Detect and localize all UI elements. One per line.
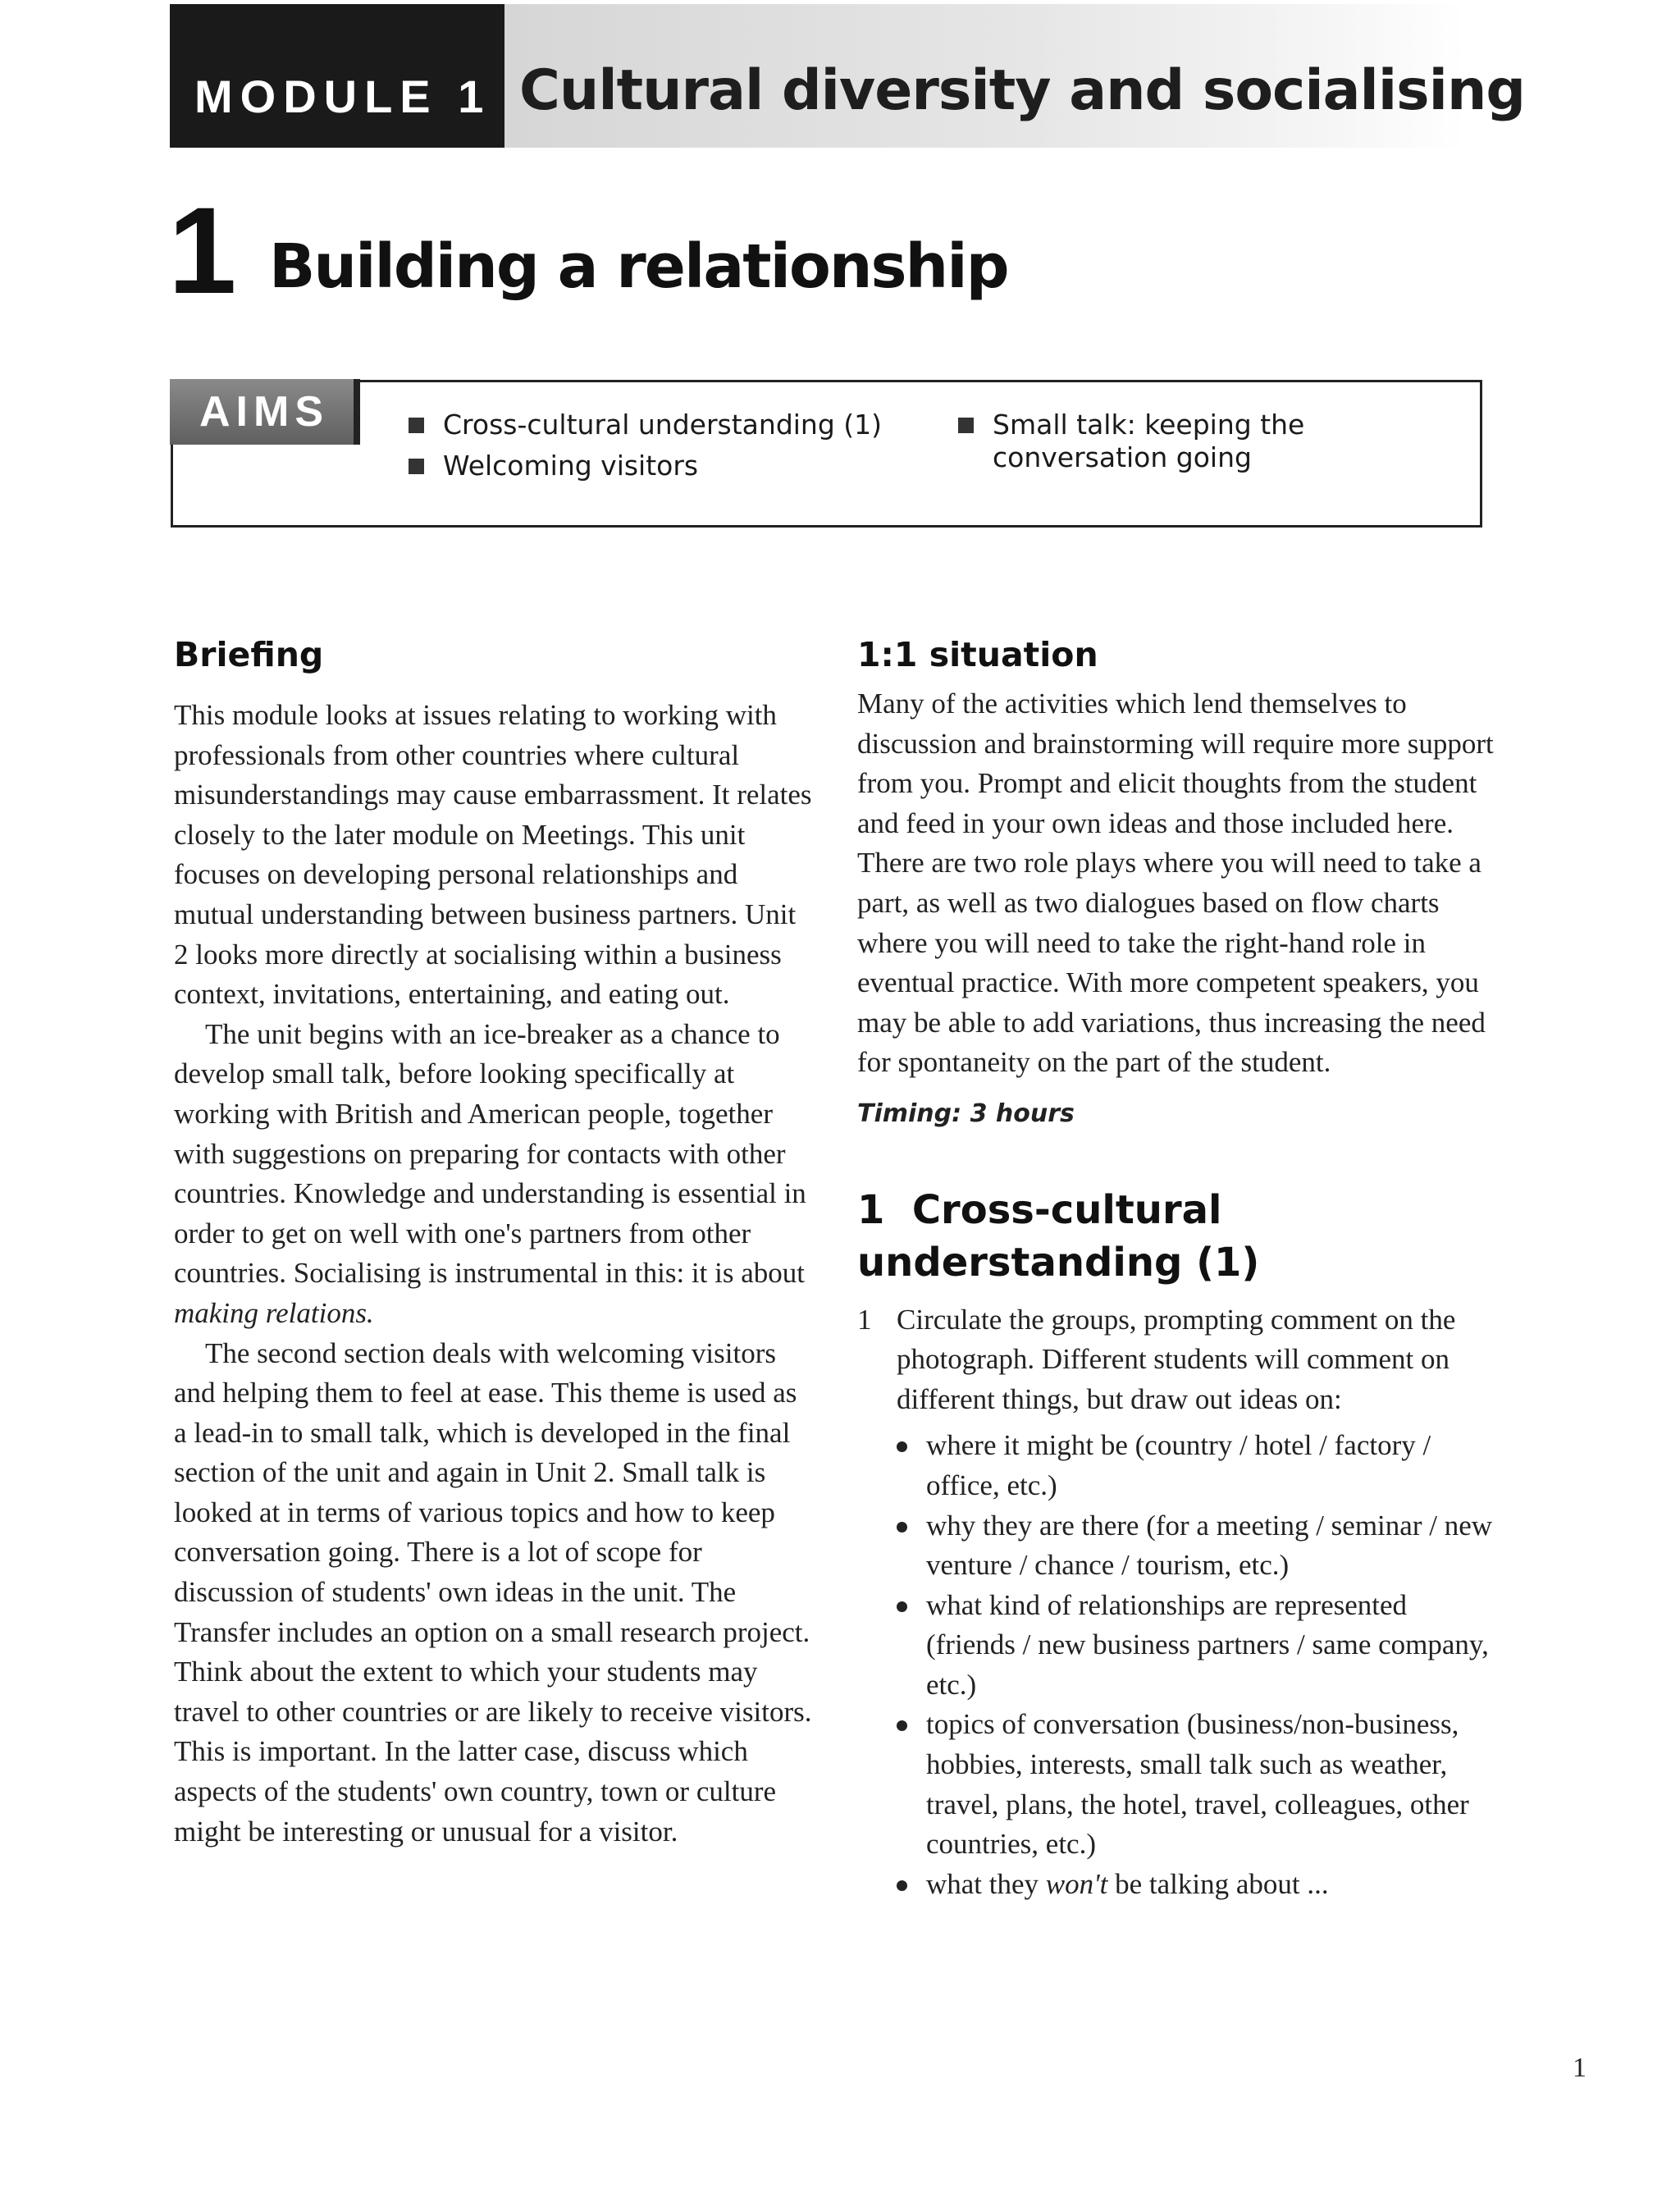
dot-bullet-icon bbox=[897, 1720, 907, 1731]
right-column bbox=[857, 632, 1497, 1904]
briefing-paragraph bbox=[174, 1015, 814, 1334]
one-to-one-text: Many of the activities which lend themselves to discussion and brainstorming will require more support from you. Prompt and elicit thoughts from the student and feed in your own ideas and those included here. There are two role plays where you will need to take a part, as well as two dialogues based on flow charts where you will need to take the right-hand role in eventual practice. With more competent speakers, you may be able to add variations, thus increasing the need for spontaneity on the part of the student. bbox=[857, 687, 1494, 1079]
module-banner bbox=[170, 4, 1526, 148]
unit-number: 1 bbox=[168, 181, 237, 319]
aims-tab bbox=[170, 379, 360, 445]
dot-bullet-icon bbox=[897, 1522, 907, 1533]
bullet-text: why they are there (for a meeting / seminar / new venture / chance / tourism, etc.) bbox=[926, 1509, 1493, 1582]
bullet-item bbox=[897, 1426, 1497, 1505]
square-bullet-icon bbox=[409, 418, 424, 433]
aims-box bbox=[171, 380, 1482, 528]
bullet-text-after: be talking about ... bbox=[1115, 1867, 1329, 1900]
aims-list-right bbox=[958, 409, 1467, 482]
aims-list-left bbox=[409, 409, 882, 491]
briefing-paragraph-text: The unit begins with an ice-breaker as a chance to develop small talk, before looking specifically at working with British and American people, together with suggestions on preparing for contacts with other countries. Knowledge and understanding is essential in order to get on well with one's partners from other countries. Socialising is instrumental in this: it is about bbox=[174, 1017, 806, 1290]
aims-item-text: Small talk: keeping the conversation going bbox=[993, 409, 1305, 473]
aims-item bbox=[409, 409, 882, 441]
module-title: Cultural diversity and socialising bbox=[519, 58, 1526, 123]
bullet-item bbox=[897, 1705, 1497, 1864]
square-bullet-icon bbox=[958, 418, 974, 433]
aims-item-text: Cross-cultural understanding (1) bbox=[443, 409, 883, 441]
bullet-text: what kind of relationships are represented (friends / new business partners / same company, etc.) bbox=[926, 1588, 1489, 1701]
section-number: 1 bbox=[857, 1186, 885, 1233]
page-number: 1 bbox=[1573, 2053, 1586, 2083]
unit-title: Building a relationship bbox=[269, 231, 1008, 302]
item-text: Circulate the groups, prompting comment on the photograph. Different students will comment on different things, but draw out ideas on: bbox=[897, 1303, 1456, 1415]
bullet-text: where it might be (country / hotel / factory / office, etc.) bbox=[926, 1429, 1431, 1501]
unit-heading bbox=[168, 181, 1008, 319]
dot-bullet-icon bbox=[897, 1880, 907, 1891]
briefing-heading: Briefing bbox=[174, 635, 324, 674]
module-label: MODULE 1 bbox=[194, 71, 491, 122]
section-title: Cross-cultural understanding (1) bbox=[857, 1186, 1260, 1286]
module-label-box bbox=[170, 4, 504, 148]
briefing-emphasis: making relations. bbox=[174, 1296, 374, 1329]
bullet-text: topics of conversation (business/non-business, hobbies, interests, small talk such as weather, travel, plans, the hotel, travel, colleagues, other countries, etc.) bbox=[926, 1708, 1469, 1861]
aims-item-text: Welcoming visitors bbox=[443, 450, 699, 482]
aims-item bbox=[958, 409, 1467, 474]
dot-bullet-icon bbox=[897, 1601, 907, 1612]
briefing-column bbox=[174, 632, 814, 1852]
bullet-item bbox=[897, 1865, 1497, 1905]
dot-bullet-icon bbox=[897, 1441, 907, 1452]
numbered-item bbox=[857, 1300, 1497, 1420]
bullet-text-before: what they bbox=[926, 1867, 1039, 1900]
bullet-item bbox=[897, 1586, 1497, 1706]
square-bullet-icon bbox=[409, 459, 424, 474]
briefing-paragraph: The second section deals with welcoming visitors and helping them to feel at ease. This theme is used as a lead-in to small talk, which is developed in the final section of the unit and again in Unit 2. Small talk is looked at in terms of various topics and how to keep conversation going. There is a lot of scope for discussion of students' own ideas in the unit. The Transfer includes an option on a small research project. Think about the extent to which your students may travel to other countries or are likely to receive visitors. This is important. In the latter case, discuss which aspects of the students' own country, town or culture might be interesting or unusual for a visitor. bbox=[174, 1336, 812, 1848]
bullet-item bbox=[897, 1506, 1497, 1586]
aims-item bbox=[409, 450, 882, 482]
briefing-paragraph: This module looks at issues relating to working with professionals from other countries where cultural misunderstandings may cause embarrassment. It relates closely to the later module on Meetings. This unit focuses on developing personal relationships and mutual understanding between business partners. Unit 2 looks more directly at socialising within a business context, invitations, entertaining, and eating out. bbox=[174, 699, 812, 1011]
section-1-heading bbox=[857, 1184, 1497, 1289]
aims-label: AIMS bbox=[199, 388, 329, 436]
bullet-list bbox=[857, 1426, 1497, 1904]
bullet-emphasis: won't bbox=[1045, 1867, 1108, 1900]
one-to-one-heading: 1:1 situation bbox=[857, 635, 1098, 674]
timing: Timing: 3 hours bbox=[857, 1099, 1075, 1128]
item-number: 1 bbox=[857, 1303, 872, 1336]
